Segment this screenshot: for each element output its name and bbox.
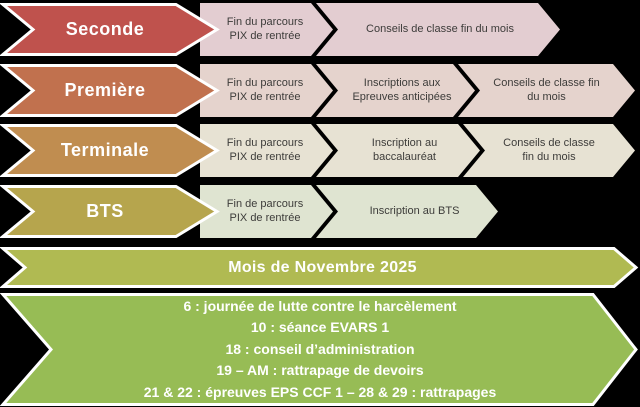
month-banner-text: Mois de Novembre 2025	[228, 258, 417, 276]
terminale-step3-text: Conseils de classe fin du mois	[503, 137, 595, 163]
premiere-step3-text: Conseils de classe fin du mois	[493, 77, 600, 103]
seconde-step2-chevron	[316, 3, 560, 56]
seconde-step2-text: Conseils de classe fin du mois	[366, 22, 514, 35]
event-line: 18 : conseil d’administration	[225, 340, 415, 357]
premiere-level-arrow	[3, 66, 217, 116]
premiere-step2-chevron	[316, 64, 475, 117]
terminale-step1-chevron	[200, 124, 333, 177]
terminale-step3-chevron	[463, 124, 635, 177]
terminale-level-arrow	[3, 126, 217, 176]
event-line: 19 – AM : rattrapage de devoirs	[216, 362, 424, 379]
seconde-step1-text: Fin du parcours PIX de rentrée	[226, 16, 304, 42]
event-line: 21 & 22 : épreuves EPS CCF 1 – 28 & 29 : rattrapages	[143, 383, 497, 400]
bts-step1-chevron	[200, 185, 333, 238]
premiere-step1-chevron	[200, 64, 333, 117]
seconde-level-arrow	[3, 5, 217, 55]
event-line: 6 : journée de lutte contre le harcèlement	[183, 297, 457, 314]
bts-step1-text: Fin de parcours PIX de rentrée	[226, 198, 304, 224]
bts-label: BTS	[86, 201, 124, 221]
bts-step2-text: Inscription au BTS	[369, 204, 460, 217]
terminale-step2-chevron	[316, 124, 480, 177]
premiere-step2-text: Inscriptions aux Epreuves anticipées	[352, 77, 452, 103]
terminale-step2-text: Inscription au baccalauréat	[371, 137, 438, 163]
terminale-step1-text: Fin du parcours PIX de rentrée	[226, 137, 304, 163]
events-arrow	[3, 295, 636, 405]
terminale-label: Terminale	[60, 140, 150, 160]
premiere-label: Première	[64, 80, 146, 100]
seconde-step1-chevron	[200, 3, 333, 56]
premiere-step1-text: Fin du parcours PIX de rentrée	[226, 77, 304, 103]
event-line: 10 : séance EVARS 1	[250, 319, 390, 336]
seconde-label: Seconde	[65, 19, 145, 39]
month-banner-arrow	[3, 249, 636, 287]
premiere-step3-chevron	[458, 64, 635, 117]
bts-step2-chevron	[316, 185, 498, 238]
bts-level-arrow	[3, 187, 217, 237]
